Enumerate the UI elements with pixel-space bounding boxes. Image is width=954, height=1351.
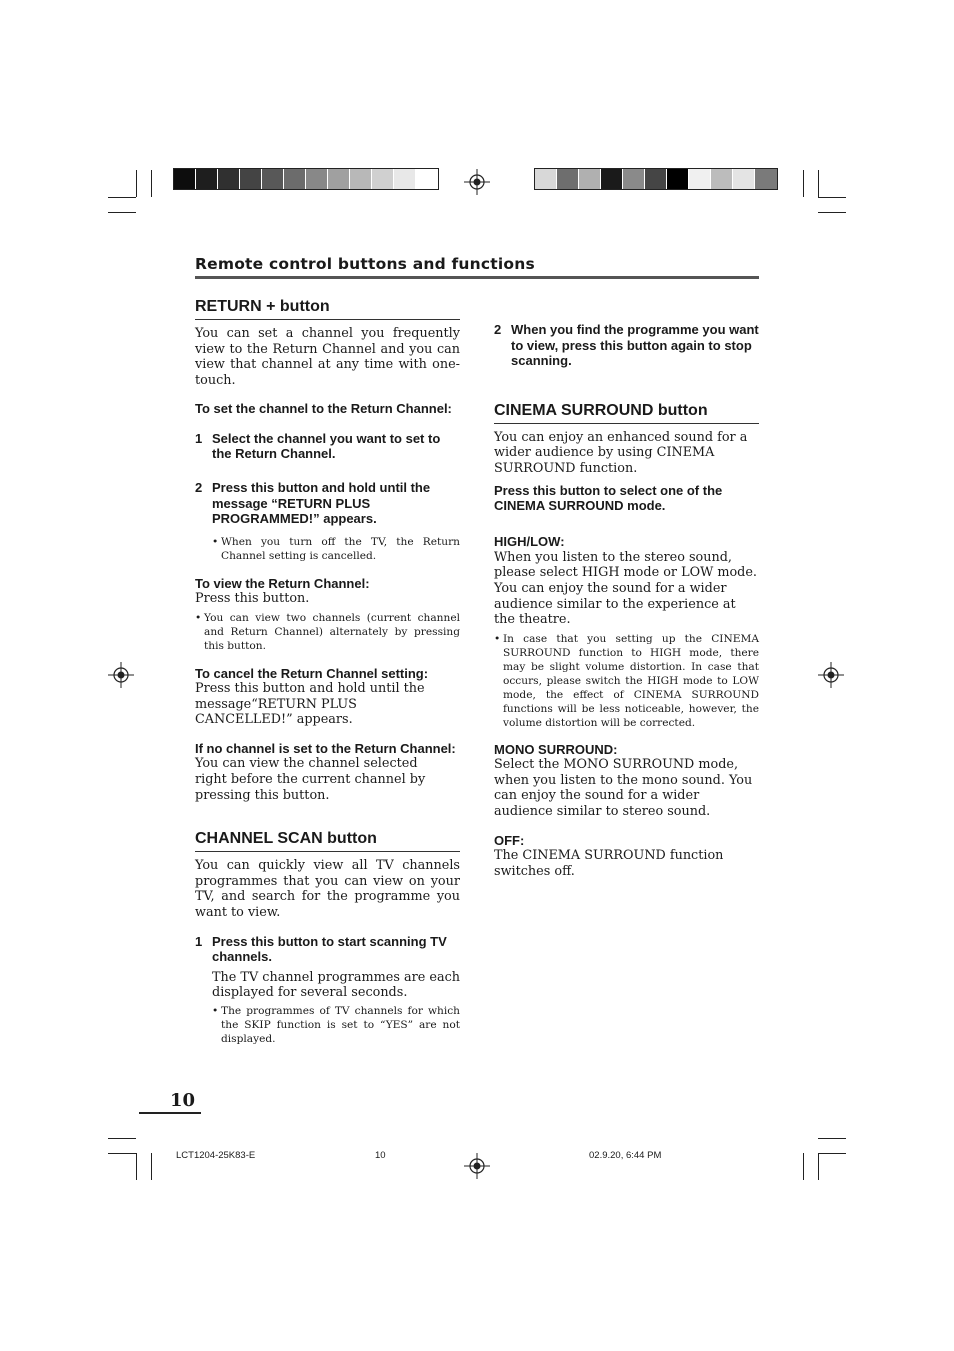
step-number: 2 xyxy=(195,479,203,495)
bullet: • xyxy=(494,632,501,645)
color-swatch xyxy=(733,169,755,189)
high-low-text: When you listen to the stereo sound, please select HIGH mode or LOW mode. You can enjoy the sound for a wider audience similar to the experience at the theatre. xyxy=(494,549,757,628)
color-swatch xyxy=(328,169,350,189)
page-number: 10 xyxy=(139,1090,201,1114)
bullet: • xyxy=(212,1004,219,1017)
off-text: The CINEMA SURROUND function switches off. xyxy=(494,847,724,879)
color-swatch xyxy=(755,169,777,189)
color-swatch-bar-left xyxy=(173,168,439,190)
scan-step-1-text: The TV channel programmes are each displayed for several seconds. xyxy=(212,969,460,1001)
return-step-1 xyxy=(195,431,460,462)
color-swatch xyxy=(416,169,438,189)
color-swatch xyxy=(372,169,394,189)
color-swatch xyxy=(306,169,328,189)
return-none-text: You can view the channel selected right before the current channel by pressing this button. xyxy=(195,756,426,803)
color-swatch-bar-right xyxy=(534,168,778,190)
step-number: 1 xyxy=(195,933,203,949)
left-column xyxy=(195,298,460,1046)
note-text: The programmes of TV channels for which the SKIP function is set to “YES” are not displayed. xyxy=(221,1004,460,1045)
color-swatch xyxy=(240,169,262,189)
footer-datetime: 02.9.20, 6:44 PM xyxy=(589,1150,662,1161)
scan-note xyxy=(195,1004,460,1046)
color-swatch xyxy=(645,169,667,189)
mono-surround-text: Select the MONO SURROUND mode, when you listen to the mono sound. You can enjoy the sound for a wider audience similar to stereo sound. xyxy=(494,757,753,819)
color-swatch xyxy=(174,169,196,189)
return-note-1 xyxy=(195,535,460,563)
step-text: Select the channel you want to set to the Return Channel. xyxy=(212,430,441,462)
note-text: You can view two channels (current channel and Return Channel) alternately by pressing this button. xyxy=(204,611,460,652)
cinema-note xyxy=(494,632,759,730)
color-swatch xyxy=(689,169,711,189)
registration-mark-icon xyxy=(818,662,844,688)
color-swatch xyxy=(601,169,623,189)
color-swatch xyxy=(350,169,372,189)
note-text: In case that you setting up the CINEMA SURROUND function to HIGH mode, there may be slight volume distortion. In case that occurs, please switch the HIGH mode to LOW mode, the effect of CINEMA SURROUND functions will be less noticeable, however, the volume distortion will be corrected. xyxy=(503,632,759,729)
scan-step-1 xyxy=(195,934,460,965)
color-swatch xyxy=(557,169,579,189)
return-view-text: Press this button. xyxy=(195,591,310,607)
registration-mark-icon xyxy=(108,662,134,688)
mono-surround-heading: MONO SURROUND: xyxy=(494,741,618,757)
cinema-press-instruction: Press this button to select one of the CINEMA SURROUND mode. xyxy=(494,482,723,513)
section-title-rule xyxy=(195,276,759,279)
right-column xyxy=(494,298,759,879)
return-cancel-heading: To cancel the Return Channel setting: xyxy=(195,665,429,681)
return-set-heading: To set the channel to the Return Channel: xyxy=(195,401,452,417)
color-swatch xyxy=(579,169,601,189)
return-view-heading: To view the Return Channel: xyxy=(195,575,370,591)
step-text: Press this button and hold until the message “RETURN PLUS PROGRAMMED!” appears. xyxy=(212,479,431,527)
channel-scan-intro: You can quickly view all TV channels programmes that you can view on your TV, and search for the programme you want to view. xyxy=(195,858,460,920)
color-swatch xyxy=(394,169,416,189)
color-swatch xyxy=(711,169,733,189)
return-cancel-text: Press this button and hold until the message“RETURN PLUS CANCELLED!” appears. xyxy=(195,681,425,728)
color-swatch xyxy=(667,169,689,189)
step-text: Press this button to start scanning TV channels. xyxy=(212,933,447,965)
color-swatch xyxy=(535,169,557,189)
return-none-heading: If no channel is set to the Return Channel: xyxy=(195,740,456,756)
return-step-2 xyxy=(195,480,460,527)
registration-mark-icon xyxy=(464,1153,490,1179)
section-title: Remote control buttons and functions xyxy=(195,255,535,273)
step-number: 2 xyxy=(494,322,502,337)
step-text: When you find the programme you want to view, press this button again to stop scanning. xyxy=(511,322,759,369)
color-swatch xyxy=(262,169,284,189)
registration-mark-icon xyxy=(464,169,490,195)
scan-step-2 xyxy=(494,322,759,369)
bullet: • xyxy=(212,535,219,548)
footer-page: 10 xyxy=(375,1150,386,1161)
bullet: • xyxy=(195,611,202,624)
cinema-surround-heading: CINEMA SURROUND button xyxy=(494,402,759,424)
step-number: 1 xyxy=(195,430,203,446)
high-low-heading: HIGH/LOW: xyxy=(494,534,565,550)
footer-code: LCT1204-25K83-E xyxy=(176,1150,256,1161)
color-swatch xyxy=(196,169,218,189)
color-swatch xyxy=(218,169,240,189)
color-swatch xyxy=(284,169,306,189)
cinema-intro: You can enjoy an enhanced sound for a wider audience by using CINEMA SURROUND function. xyxy=(494,429,748,476)
off-heading: OFF: xyxy=(494,832,525,848)
return-note-2 xyxy=(195,611,460,653)
note-text: When you turn off the TV, the Return Channel setting is cancelled. xyxy=(221,535,460,562)
color-swatch xyxy=(623,169,645,189)
channel-scan-heading: CHANNEL SCAN button xyxy=(195,830,460,852)
return-intro: You can set a channel you frequently view to the Return Channel and you can view that channel at any time with one-touch. xyxy=(195,326,460,388)
return-button-heading: RETURN + button xyxy=(195,298,460,320)
